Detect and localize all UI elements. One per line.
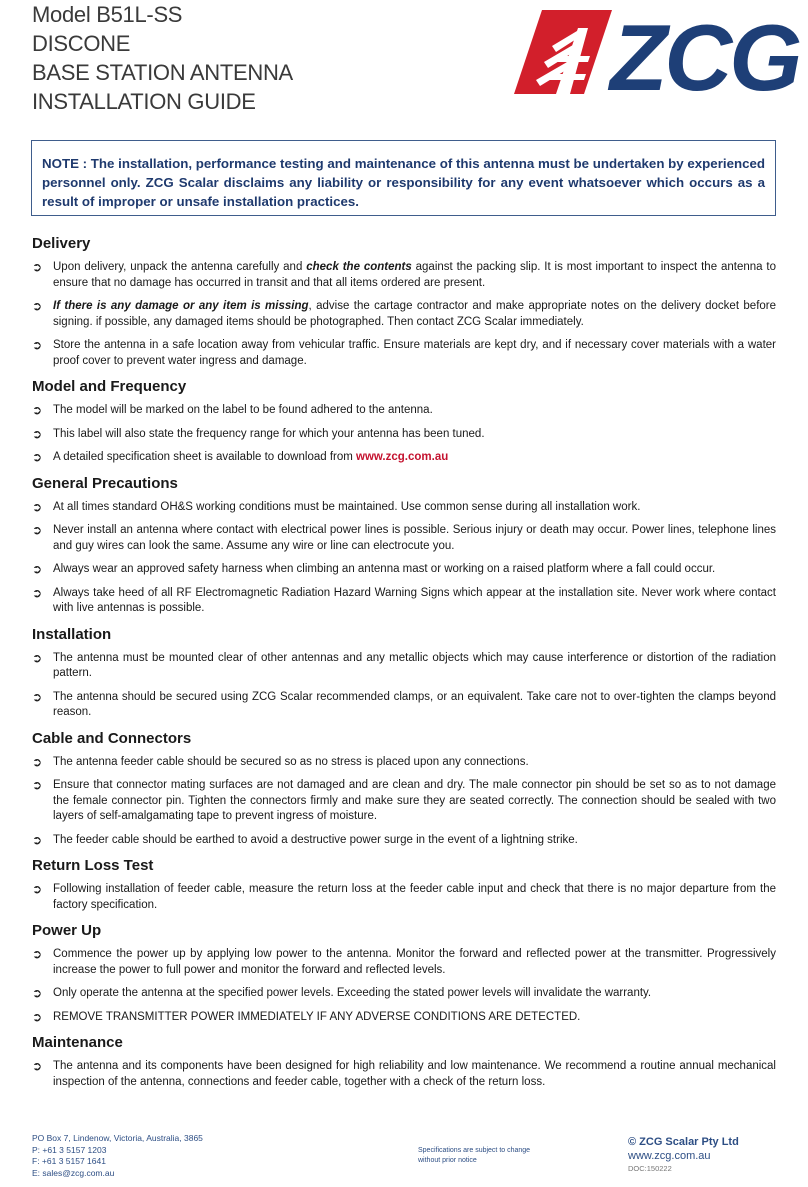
footer-contact — [32, 1133, 203, 1179]
arrow-bullet-icon: ➲ — [32, 689, 43, 704]
list-item: ➲ REMOVE TRANSMITTER POWER IMMEDIATELY IF ANY ADVERSE CONDITIONS ARE DETECTED. — [32, 1009, 581, 1024]
section-return-loss — [32, 856, 776, 913]
arrow-bullet-icon: ➲ — [32, 299, 43, 313]
list-item: ➲ This label will also state the frequency range for which your antenna has been tuned. — [32, 426, 485, 441]
arrow-bullet-icon: ➲ — [32, 585, 43, 600]
footer-fax: F: +61 3 5157 1641 — [32, 1156, 106, 1166]
title-guide: INSTALLATION GUIDE — [32, 89, 256, 114]
arrow-bullet-icon: ➲ — [32, 778, 43, 792]
logo-wordmark: ZCG — [610, 5, 800, 110]
footer-address: PO Box 7, Lindenow, Victoria, Australia, 3865 — [32, 1133, 203, 1143]
arrow-bullet-icon: ➲ — [32, 338, 43, 352]
website-link[interactable]: www.zcg.com.au — [356, 451, 449, 463]
section-cable-connectors — [32, 729, 776, 849]
arrow-bullet-icon: ➲ — [32, 562, 43, 576]
section-power-up — [32, 921, 776, 1025]
arrow-bullet-icon: ➲ — [32, 754, 43, 769]
arrow-bullet-icon: ➲ — [32, 499, 43, 514]
document-title — [32, 0, 293, 116]
arrow-bullet-icon: ➲ — [32, 450, 43, 464]
heading-general-precautions: General Precautions — [32, 474, 178, 492]
list-item: ➲ Always take heed of all RF Electromagnetic Radiation Hazard Warning Signs which appear at the installation site. Never work where contact with live antennas is possible. — [32, 585, 776, 614]
footer-spec-note: Specifications are subject to change without prior notice — [418, 1147, 531, 1164]
list-item: ➲ Upon delivery, unpack the antenna carefully and check the contents against the packing slip. It is most important to inspect the antenna to ensure that no damage has occurred in transit and that all items ordered are present. — [32, 260, 777, 289]
footer-website-link[interactable]: www.zcg.com.au — [628, 1150, 711, 1162]
heading-return-loss: Return Loss Test — [32, 857, 154, 874]
arrow-bullet-icon: ➲ — [32, 426, 43, 441]
heading-model-frequency: Model and Frequency — [32, 378, 187, 395]
zcg-logo — [514, 5, 800, 110]
section-maintenance — [32, 1033, 776, 1090]
list-item: ➲ The antenna feeder cable should be secured so as no stress is placed upon any connections. — [32, 754, 529, 769]
list-item: ➲ Only operate the antenna at the specified power levels. Exceeding the stated power levels will invalidate the warranty. — [32, 986, 652, 1000]
safety-note: NOTE : The installation, performance testing and maintenance of this antenna must be undertaken by experienced personnel only. ZCG Scalar disclaims any liability or responsibility for any event whatsoever which occurs as a result of improper or unsafe installation practices. — [31, 140, 776, 216]
list-item: ➲ At all times standard OH&S working conditions must be maintained. Use common sense during all installation work. — [32, 499, 641, 514]
heading-installation: Installation — [32, 625, 112, 643]
list-item: ➲ Never install an antenna where contact with electrical power lines is possible. Serious injury or death may occur. Power lines, telephone lines and guy wires can look the same. Assume any wire or line can electrocute you. — [32, 523, 776, 552]
list-item: ➲ Commence the power up by applying low power to the antenna. Monitor the forward and reflected power at the transmitter. Progressively increase the power to full power and monitor the forward and reflected levels. — [32, 947, 776, 976]
arrow-bullet-icon: ➲ — [32, 947, 43, 961]
footer-email[interactable]: E: sales@zcg.com.au — [32, 1167, 115, 1178]
title-category: BASE STATION ANTENNA — [32, 60, 293, 85]
list-item: ➲ If there is any damage or any item is missing, advise the cartage contractor and make appropriate notes on the delivery docket before signing. if possible, any damaged items should be photographed. Then contact ZCG Scalar immediately. — [32, 299, 777, 328]
footer-doc-number: DOC:150222 — [628, 1164, 672, 1173]
footer-company — [628, 1135, 739, 1174]
arrow-bullet-icon: ➲ — [32, 260, 43, 274]
arrow-bullet-icon: ➲ — [32, 832, 43, 847]
footer-phone: P: +61 3 5157 1203 — [32, 1144, 107, 1155]
arrow-bullet-icon: ➲ — [32, 650, 43, 665]
list-item: ➲ The feeder cable should be earthed to avoid a destructive power surge in the event of a lightning strike. — [32, 832, 578, 847]
footer-copyright: © ZCG Scalar Pty Ltd — [628, 1136, 739, 1148]
list-item: ➲ A detailed specification sheet is available to download from www.zcg.com.au — [32, 450, 449, 464]
guide-content — [32, 234, 776, 1098]
arrow-bullet-icon: ➲ — [32, 523, 43, 537]
section-model-frequency — [32, 377, 776, 466]
list-item: ➲ Ensure that connector mating surfaces are not damaged and are clean and dry. The male connector pin should be set so as to not damage the female connector pin. Tighten the connectors firmly and make sure they are seated correctly. The connection should be sealed with two layers of self-amalgamating tape to prevent ingress of moisture. — [32, 778, 776, 822]
section-delivery — [32, 234, 776, 369]
heading-power-up: Power Up — [32, 922, 102, 939]
list-item: ➲ Always wear an approved safety harness when climbing an antenna mast or working on a raised platform where a fall could occur. — [32, 562, 716, 576]
title-model: Model B51L-SS — [32, 2, 183, 27]
arrow-bullet-icon: ➲ — [32, 986, 43, 1000]
heading-delivery: Delivery — [32, 235, 91, 252]
list-item: ➲ The antenna should be secured using ZCG Scalar recommended clamps, or an equivalent. Take care not to over-tighten the clamps beyond reason. — [32, 689, 776, 718]
heading-maintenance: Maintenance — [32, 1034, 123, 1051]
section-installation — [32, 625, 776, 721]
title-type: DISCONE — [32, 31, 131, 56]
list-item: ➲ The antenna and its components have been designed for high reliability and low maintenance. We recommend a routine annual mechanical inspection of the antenna, connections and feeder cable, together with a check of the return loss. — [32, 1059, 776, 1088]
list-item: ➲ The antenna must be mounted clear of other antennas and any metallic objects which may cause interference or distortion of the radiation pattern. — [32, 650, 776, 679]
arrow-bullet-icon: ➲ — [32, 403, 43, 417]
list-item: ➲ The model will be marked on the label to be found adhered to the antenna. — [32, 403, 433, 417]
heading-cable-connectors: Cable and Connectors — [32, 729, 192, 747]
section-general-precautions — [32, 474, 776, 617]
arrow-bullet-icon: ➲ — [32, 882, 43, 896]
arrow-bullet-icon: ➲ — [32, 1059, 43, 1073]
list-item: ➲ Following installation of feeder cable, measure the return loss at the feeder cable input and check that there is no major departure from the factory specification. — [32, 882, 776, 911]
arrow-bullet-icon: ➲ — [32, 1009, 43, 1024]
list-item: ➲ Store the antenna in a safe location away from vehicular traffic. Ensure materials are kept dry, and if necessary cover materials with a water proof cover to prevent water ingress and damage. — [32, 338, 776, 367]
logo-mark-icon — [514, 10, 612, 94]
